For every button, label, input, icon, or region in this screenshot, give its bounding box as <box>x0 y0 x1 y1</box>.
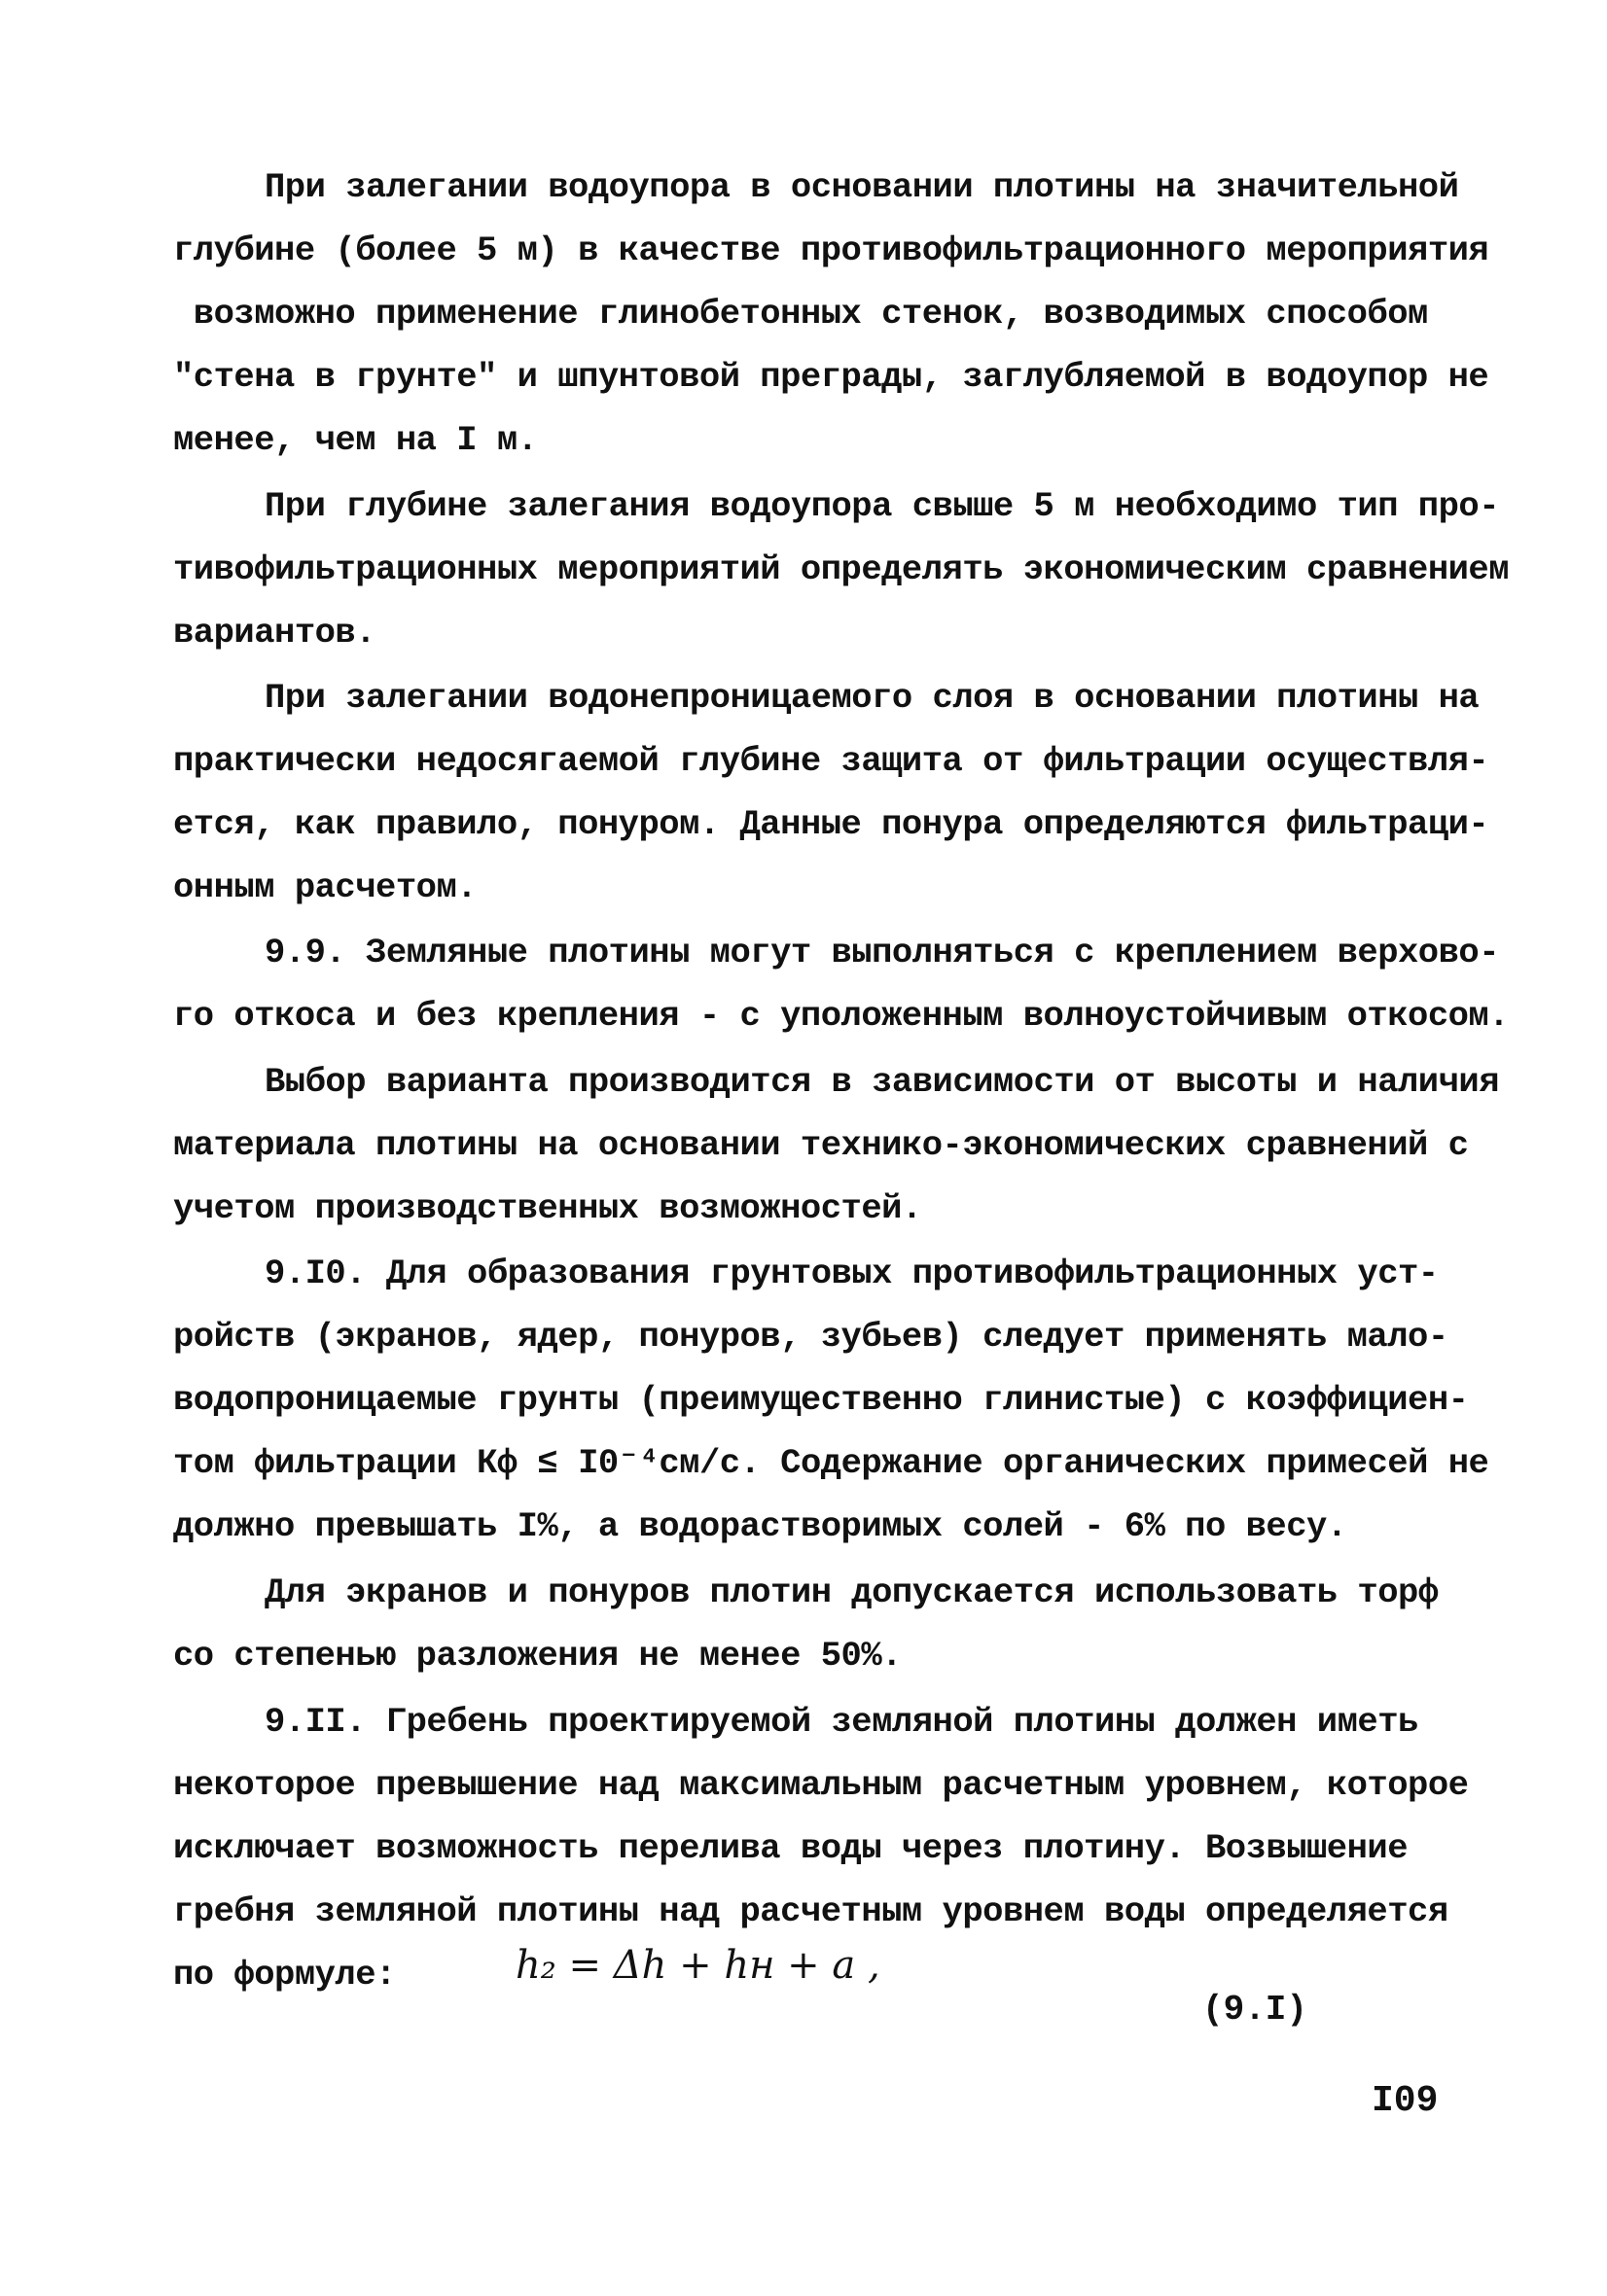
text-line: гребня земляной плотины над расчетным уровнем воды определяется <box>173 1891 1448 1931</box>
text-line: материала плотины на основании технико-экономических сравнений с <box>173 1125 1469 1165</box>
text-line: "стена в грунте" и шпунтовой преграды, заглубляемой в водоупор не <box>173 357 1489 397</box>
text-line: глубине (более 5 м) в качестве противофильтрационного мероприятия <box>173 230 1489 270</box>
text-line: по формуле: <box>173 1955 396 1995</box>
text-line: водопроницаемые грунты (преимущественно глинистые) с коэффициен- <box>173 1380 1469 1420</box>
text-line: со степенью разложения не менее 50%. <box>173 1636 902 1676</box>
text-line: практически недосягаемой глубине защита от фильтрации осуществля- <box>173 741 1489 781</box>
text-line: При глубине залегания водоупора свыше 5 м необходимо тип про- <box>265 486 1500 526</box>
text-line: вариантов. <box>173 613 376 653</box>
text-line: При залегании водоупора в основании плотины на значительной <box>265 167 1459 207</box>
text-line: том фильтрации Кф ≤ I0⁻⁴см/с. Содержание органических примесей не <box>173 1443 1489 1483</box>
text-line: учетом производственных возможностей. <box>173 1188 922 1228</box>
equation-number: (9.I) <box>1202 1990 1308 2030</box>
text-line: Выбор варианта производится в зависимости от высоты и наличия <box>265 1062 1500 1102</box>
text-line: онным расчетом. <box>173 867 478 907</box>
text-line: 9.9. Земляные плотины могут выполняться с креплением верхово- <box>265 933 1500 972</box>
text-line: го откоса и без крепления - с уположенным волноустойчивым откосом. <box>173 996 1510 1036</box>
text-line: возможно применение глинобетонных стенок, возводимых способом <box>173 294 1428 334</box>
text-line: ройств (экранов, ядер, понуров, зубьев) следует применять мало- <box>173 1317 1448 1357</box>
text-line: ется, как правило, понуром. Данные понура определяются фильтраци- <box>173 804 1489 844</box>
text-line: Для экранов и понуров плотин допускается использовать торф <box>265 1572 1439 1612</box>
formula: h₂ = Δh + hн + a , <box>516 1943 880 1988</box>
text-line: должно превышать I%, а водорастворимых солей - 6% по весу. <box>173 1506 1347 1546</box>
text-line: исключает возможность перелива воды через плотину. Возвышение <box>173 1828 1409 1868</box>
text-line: 9.II. Гребень проектируемой земляной плотины должен иметь <box>265 1702 1418 1742</box>
page-number: I09 <box>1372 2080 1439 2122</box>
text-line: менее, чем на I м. <box>173 420 538 460</box>
text-line: некоторое превышение над максимальным расчетным уровнем, которое <box>173 1765 1469 1805</box>
text-line: тивофильтрационных мероприятий определять экономическим сравнением <box>173 549 1510 589</box>
text-line: При залегании водонепроницаемого слоя в основании плотины на <box>265 678 1480 718</box>
text-line: 9.I0. Для образования грунтовых противофильтрационных уст- <box>265 1254 1439 1293</box>
